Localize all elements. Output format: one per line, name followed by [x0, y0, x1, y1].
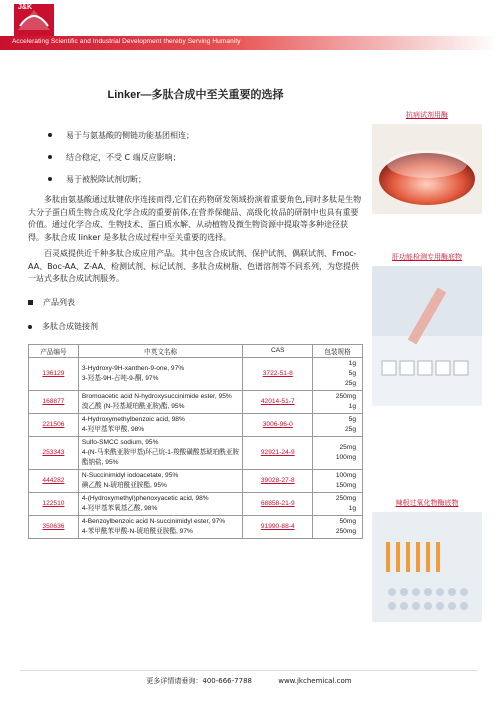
- product-code-link[interactable]: 136129: [29, 357, 79, 390]
- spec-cell: [313, 469, 363, 492]
- spec-value: 25mg: [339, 443, 356, 451]
- name-cn: 4-苯甲酰苯甲酸-N-琥珀酰亚胺酯, 97%: [81, 527, 193, 535]
- feature-bullet: [28, 168, 363, 190]
- logo-text: J&K: [18, 4, 33, 11]
- footer-phone: 更多详情请垂询：400-666-7788: [146, 677, 252, 685]
- name-cn: 4-羟甲基苯氧基乙酸, 98%: [81, 504, 158, 512]
- table-row: [29, 436, 363, 469]
- bullet-text: 结合稳定，不受 C 端反应影响；: [66, 152, 181, 162]
- cas-link[interactable]: 91990-88-4: [243, 515, 313, 538]
- product-code-link[interactable]: 221506: [29, 413, 79, 436]
- name-cn: 4-羟甲基苯甲酸, 98%: [81, 425, 145, 433]
- spec-value: 50mg: [339, 517, 356, 525]
- cas-link[interactable]: 92921-24-9: [243, 436, 313, 469]
- bullet-text: 易于被脱除试剂切断；: [66, 174, 146, 184]
- product-code-link[interactable]: 350636: [29, 515, 79, 538]
- spec-value: 1g: [348, 359, 356, 367]
- name-cn: 溴乙酸 (N-羟基琥珀酰亚胺)酯, 95%: [81, 402, 185, 410]
- product-name-cell: [78, 357, 243, 390]
- header-spec: 包装规格: [313, 344, 363, 357]
- table-row: [29, 469, 363, 492]
- footer-website-link[interactable]: www.jkchemical.com: [278, 677, 352, 685]
- name-en: 4-Benzoylbenzoic acid N-succinimidyl ester, 97%: [81, 517, 226, 525]
- product-name-cell: [78, 390, 243, 413]
- spec-value: 250mg: [335, 527, 356, 535]
- product-name-cell: [78, 413, 243, 436]
- feature-bullet: [28, 124, 363, 146]
- square-bullet-icon: [28, 300, 33, 305]
- cas-link[interactable]: 68858-21-9: [243, 492, 313, 515]
- product-code-link[interactable]: 253343: [29, 436, 79, 469]
- bullet-dot-icon: [28, 325, 32, 329]
- sidebar-promo-label[interactable]: 辣根过氧化物酶底物: [395, 499, 459, 507]
- name-en: N-Succinimidyl iodoacetate, 95%: [81, 471, 179, 479]
- sidebar-promo-1[interactable]: [372, 110, 482, 218]
- product-name-cell: [78, 436, 243, 469]
- section-title: 产品列表: [43, 298, 75, 307]
- spec-value: 100mg: [335, 471, 356, 479]
- name-cn: 3-羟基-9H-占吨-9-酮, 97%: [81, 374, 159, 382]
- product-name-cell: [78, 492, 243, 515]
- page-title: Linker—多肽合成中至关重要的选择: [107, 89, 284, 101]
- spec-value: 250mg: [335, 392, 356, 400]
- cas-link[interactable]: 42014-51-7: [243, 390, 313, 413]
- spec-value: 1g: [348, 504, 356, 512]
- table-row: [29, 357, 363, 390]
- footer-divider: [20, 670, 478, 671]
- spec-value: 5g: [348, 415, 356, 423]
- plate-pipettes-image: [372, 512, 482, 622]
- product-paragraph: 百灵威提供近千种多肽合成应用产品。其中包含合成试剂、保护试剂、偶联试剂、Fmoc-AA、Boc-AA、Z-AA、检测试剂、标记试剂、多肽合成树脂、色谱溶剂等不同系列，为您提供一站式多肽合成试剂服务。: [28, 249, 360, 283]
- spec-cell: [313, 357, 363, 390]
- sidebar-promo-label[interactable]: 肝功能检测专用酶底物: [392, 253, 462, 261]
- page-footer: [0, 676, 498, 686]
- petri-dish-image: [372, 124, 482, 214]
- spec-cell: [313, 515, 363, 538]
- sidebar-promo-2[interactable]: [372, 252, 482, 410]
- spec-value: 1g: [348, 402, 356, 410]
- product-table: [28, 344, 363, 539]
- name-cn: 碘乙酸 N-琥珀酰亚胺酯, 95%: [81, 481, 167, 489]
- section-title: 多肽合成链接剂: [42, 322, 98, 331]
- section-product-list: [28, 296, 363, 310]
- spec-cell: [313, 492, 363, 515]
- name-en: 4-Hydroxymethylbenzoic acid, 98%: [81, 415, 185, 423]
- bullet-text: 易于与氨基酸的侧链功能基团相连；: [66, 130, 194, 140]
- name-en: Sulfo-SMCC sodium, 95%: [81, 438, 159, 446]
- spec-value: 5g: [348, 369, 356, 377]
- spec-value: 150mg: [335, 481, 356, 489]
- lab-test-image: [372, 266, 482, 406]
- header-name: 中英文名称: [78, 344, 243, 357]
- sidebar-promo-3[interactable]: [372, 498, 482, 626]
- spec-value: 25g: [344, 379, 356, 387]
- feature-bullet: [28, 146, 363, 168]
- name-cn: 4-(N-马来酰亚胺甲基)环己烷-1-羧酸磺酸基琥珀酰亚胺酯钠盐, 95%: [81, 448, 240, 466]
- spec-value: 25g: [344, 425, 356, 433]
- name-en: 3-Hydroxy-9H-xanthen-9-one, 97%: [81, 364, 185, 372]
- spec-cell: [313, 390, 363, 413]
- name-en: 4-(Hydroxymethyl)phenoxyacetic acid, 98%: [81, 494, 209, 502]
- cas-link[interactable]: 39028-27-8: [243, 469, 313, 492]
- spec-cell: [313, 436, 363, 469]
- product-name-cell: [78, 515, 243, 538]
- main-content: [28, 86, 363, 539]
- name-en: Bromoacetic acid N-hydroxysuccinimide ester, 95%: [81, 392, 232, 400]
- intro-paragraph: 多肽由氨基酸通过肽键依序连接而得,它们在药物研发领域扮演着重要角色,同时多肽是生物大分子蛋白质生物合成及化学合成的重要前体,在营养保健品、高级化妆品的研制中也具有重要价值。通过化学合成、生物技术、蛋白质水解、从动植物及微生物资源中提取等多种途径获得。多肽合成 linker 是多肽合成过程中至关重要的选择。: [28, 195, 362, 242]
- spec-value: 250mg: [335, 494, 356, 502]
- bullet-dot-icon: [48, 155, 52, 159]
- product-code-link[interactable]: 122510: [29, 492, 79, 515]
- header-cas: CAS: [243, 344, 313, 357]
- page-header: [0, 0, 498, 62]
- cas-link[interactable]: 3006-96-0: [243, 413, 313, 436]
- bullet-dot-icon: [48, 177, 52, 181]
- table-header-row: [29, 344, 363, 357]
- table-row: [29, 413, 363, 436]
- header-code: 产品编号: [29, 344, 79, 357]
- product-code-link[interactable]: 444282: [29, 469, 79, 492]
- header-tagline: Accelerating Scientific and Industrial Development thereby Serving Humanity: [12, 38, 241, 45]
- table-row: [29, 492, 363, 515]
- sidebar-promo-label[interactable]: 抗病试剂用酶: [406, 111, 448, 119]
- section-linkers: [28, 320, 363, 334]
- table-row: [29, 515, 363, 538]
- bullet-dot-icon: [48, 133, 52, 137]
- product-name-cell: [78, 469, 243, 492]
- product-code-link[interactable]: 168877: [29, 390, 79, 413]
- spec-cell: [313, 413, 363, 436]
- cas-link[interactable]: 3722-51-8: [243, 357, 313, 390]
- table-row: [29, 390, 363, 413]
- spec-value: 100mg: [335, 453, 356, 461]
